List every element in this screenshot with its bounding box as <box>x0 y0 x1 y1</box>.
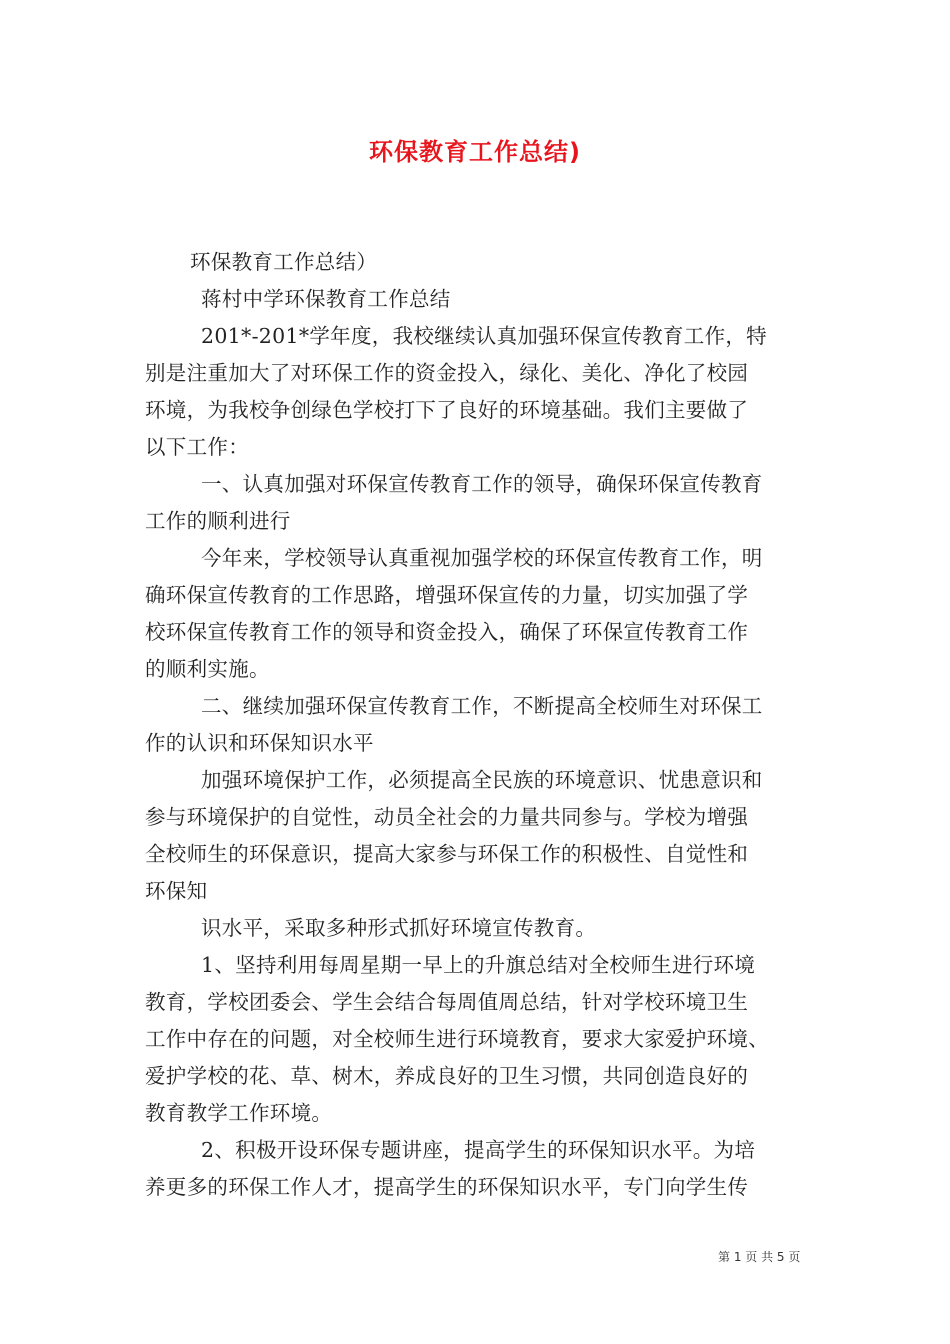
text-line: 环境，为我校争创绿色学校打下了良好的环境基础。我们主要做了 <box>145 398 749 422</box>
document-body <box>145 244 815 1206</box>
page-number: 第 1 页 共 5 页 <box>718 1250 801 1264</box>
text-line: 工作的顺利进行 <box>145 509 291 533</box>
text-line: 201*-201*学年度，我校继续认真加强环保宣传教育工作，特 <box>201 324 767 348</box>
text-line: 以下工作： <box>145 435 249 459</box>
text-line: 蒋村中学环保教育工作总结 <box>201 287 451 311</box>
text-line: 加强环境保护工作，必须提高全民族的环境意识、忧患意识和 <box>201 768 763 792</box>
text-line: 一、认真加强对环保宣传教育工作的领导，确保环保宣传教育 <box>201 472 763 496</box>
text-line: 作的认识和环保知识水平 <box>145 731 374 755</box>
text-line: 工作中存在的问题，对全校师生进行环境教育，要求大家爱护环境、 <box>145 1027 769 1051</box>
text-line: 2、积极开设环保专题讲座，提高学生的环保知识水平。为培 <box>201 1138 756 1162</box>
text-line: 参与环境保护的自觉性，动员全社会的力量共同参与。学校为增强 <box>145 805 749 829</box>
text-line: 别是注重加大了对环保工作的资金投入，绿化、美化、净化了校园 <box>145 361 749 385</box>
text-line: 1、坚持利用每周星期一早上的升旗总结对全校师生进行环境 <box>201 953 756 977</box>
text-line: 识水平，采取多种形式抓好环境宣传教育。 <box>201 916 597 940</box>
text-line: 的顺利实施。 <box>145 657 270 681</box>
text-line: 二、继续加强环保宣传教育工作，不断提高全校师生对环保工 <box>201 694 763 718</box>
text-line: 今年来，学校领导认真重视加强学校的环保宣传教育工作，明 <box>201 546 763 570</box>
document-title: 环保教育工作总结) <box>369 138 581 166</box>
text-line: 环保教育工作总结） <box>190 250 378 274</box>
text-line: 全校师生的环保意识，提高大家参与环保工作的积极性、自觉性和 <box>145 842 749 866</box>
text-line: 确环保宣传教育的工作思路，增强环保宣传的力量，切实加强了学 <box>145 583 749 607</box>
text-line: 养更多的环保工作人才，提高学生的环保知识水平，专门向学生传 <box>145 1175 749 1199</box>
text-line: 教育教学工作环境。 <box>145 1101 333 1125</box>
text-line: 环保知 <box>145 879 208 903</box>
text-line: 教育，学校团委会、学生会结合每周值周总结，针对学校环境卫生 <box>145 990 749 1014</box>
text-line: 爱护学校的花、草、树木，养成良好的卫生习惯，共同创造良好的 <box>145 1064 749 1088</box>
text-line: 校环保宣传教育工作的领导和资金投入，确保了环保宣传教育工作 <box>145 620 749 644</box>
